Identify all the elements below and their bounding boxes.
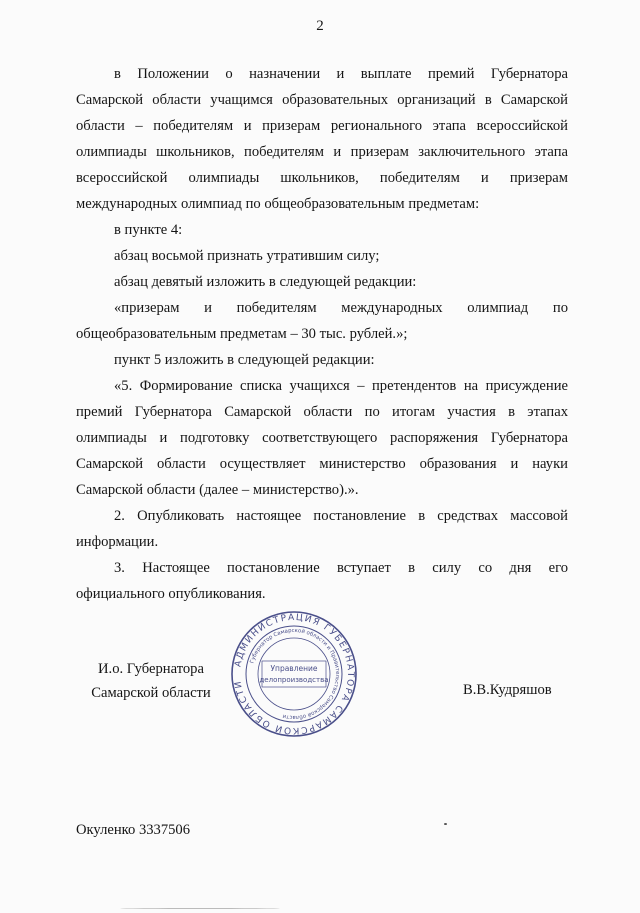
page-number: 2 — [316, 18, 324, 34]
quote-point-5-paragraph — [76, 373, 568, 503]
clause-point-4: в пункте 4: — [114, 222, 183, 238]
text-line: 2. Опубликовать настоящее постановление в средствах массовой — [114, 508, 568, 524]
clause-point-5: пункт 5 изложить в следующей редакции: — [114, 352, 375, 368]
text-line: премий Губернатора Самарской области по итогам участия в этапах — [76, 404, 568, 420]
executor-contact: Окуленко 3337506 — [76, 822, 191, 838]
scan-speck — [444, 823, 447, 825]
text-line: официального опубликования. — [76, 586, 266, 602]
signatory-name: В.В.Кудряшов — [463, 682, 552, 698]
clause-paragraph-9: абзац девятый изложить в следующей редакции: — [114, 274, 417, 290]
text-line: Самарской области осуществляет министерство образования и науки — [76, 456, 568, 472]
entry-into-force-paragraph — [76, 555, 568, 607]
stamp-inner-text: Губернатор Самарской области и Правительство Самарской области — [249, 627, 341, 721]
text-line: 3. Настоящее постановление вступает в силу со дня его — [114, 560, 568, 576]
text-line: Самарской области учащимся образовательных организаций в Самарской — [76, 92, 568, 108]
text-line: олимпиады и подготовку соответствующего распоряжения Губернатора — [76, 430, 568, 446]
publication-paragraph — [76, 503, 568, 555]
official-stamp — [229, 609, 359, 739]
text-line: олимпиады школьников, победителям и призерам заключительного этапа — [76, 144, 568, 160]
scan-edge-line — [120, 908, 280, 909]
text-line: «5. Формирование списка учащихся – претендентов на присуждение — [114, 378, 568, 394]
signatory-position-line: Самарской области — [91, 685, 211, 701]
quote-prizes-paragraph — [76, 295, 568, 347]
signatory-position-line: И.о. Губернатора — [98, 661, 204, 677]
amendment-intro-paragraph — [76, 61, 568, 217]
stamp-graphic — [229, 609, 359, 739]
signatory-position — [76, 657, 226, 705]
text-line: информации. — [76, 534, 159, 550]
text-line: области – победителям и призерам регионального этапа всероссийской — [76, 118, 568, 134]
stamp-center-line: Управление — [270, 664, 318, 673]
svg-text:Губернатор Самарской области и — [249, 628, 340, 720]
text-line: в Положении о назначении и выплате премий Губернатора — [114, 66, 568, 82]
text-line: «призерам и победителям международных олимпиад по — [114, 300, 568, 316]
stamp-center-line: делопроизводства — [259, 676, 329, 684]
text-line: Самарской области (далее – министерство).». — [76, 482, 359, 498]
text-line: общеобразовательным предметам – 30 тыс. рублей.»; — [76, 326, 408, 342]
stamp-outer-text: АДМИНИСТРАЦИЯ ГУБЕРНАТОРА САМАРСКОЙ ОБЛАСТИ — [233, 612, 356, 736]
text-line: международных олимпиад по общеобразовательным предметам: — [76, 196, 480, 212]
clause-paragraph-8: абзац восьмой признать утратившим силу; — [114, 248, 380, 264]
text-line: всероссийской олимпиады школьников, победителям и призерам — [76, 170, 568, 186]
